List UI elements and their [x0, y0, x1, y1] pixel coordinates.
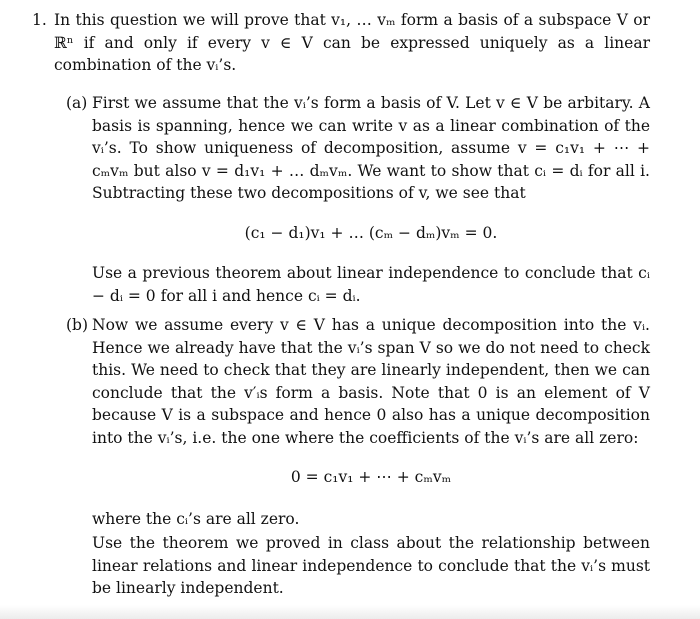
part-b-equation: 0 = c₁v₁ + ⋯ + cₘvₘ [290, 468, 452, 486]
part-b-where: where the cᵢ’s are all zero. [92, 510, 300, 528]
part-b-text: Now we assume every v ∈ V has a unique decomposition into the vᵢ. Hence we already have that the vᵢ’s span V so we do not need to check this. We need to check that they are linearly independent, then we can conclude that the v′ᵢs form a basis. Note that 0 is an element of V because V is a subspace and hence 0 also has a unique decomposition into the vᵢ’s, i.e. the one where the coefficients of the vᵢ’s are all zero: [92, 316, 650, 447]
part-a-text: First we assume that the vᵢ’s form a basis of V. Let v ∈ V be arbitary. A basis is spanning, hence we can write v as a linear combination of the vᵢ’s. To show uniqueness of decomposition, assume v = c₁v₁ + ⋯ + cₘvₘ but also v = d₁v₁ + … dₘvₘ. We want to show that cᵢ = dᵢ for all i. Subtracting these two decompositions of v, we see that [92, 94, 650, 202]
part-a-equation: (c₁ − d₁)v₁ + … (cₘ − dₘ)vₘ = 0. [244, 224, 498, 242]
question-number: 1. [32, 11, 47, 29]
part-a-conclusion: Use a previous theorem about linear independence to conclude that cᵢ − dᵢ = 0 for all i and hence cᵢ = dᵢ. [92, 264, 650, 305]
part-b-label: (b) [66, 316, 89, 334]
bottom-edge-shadow [0, 605, 700, 619]
question-intro: In this question we will prove that v₁, … vₘ form a basis of a subspace V or ℝⁿ if and only if every v ∈ V can be expressed uniquely as a linear combination of the vᵢ’s. [54, 11, 650, 74]
part-a-label: (a) [66, 94, 88, 112]
part-b-conclusion: Use the theorem we proved in class about the relationship between linear relations and linear independence to conclude that the vᵢ’s must be linearly independent. [92, 534, 650, 597]
